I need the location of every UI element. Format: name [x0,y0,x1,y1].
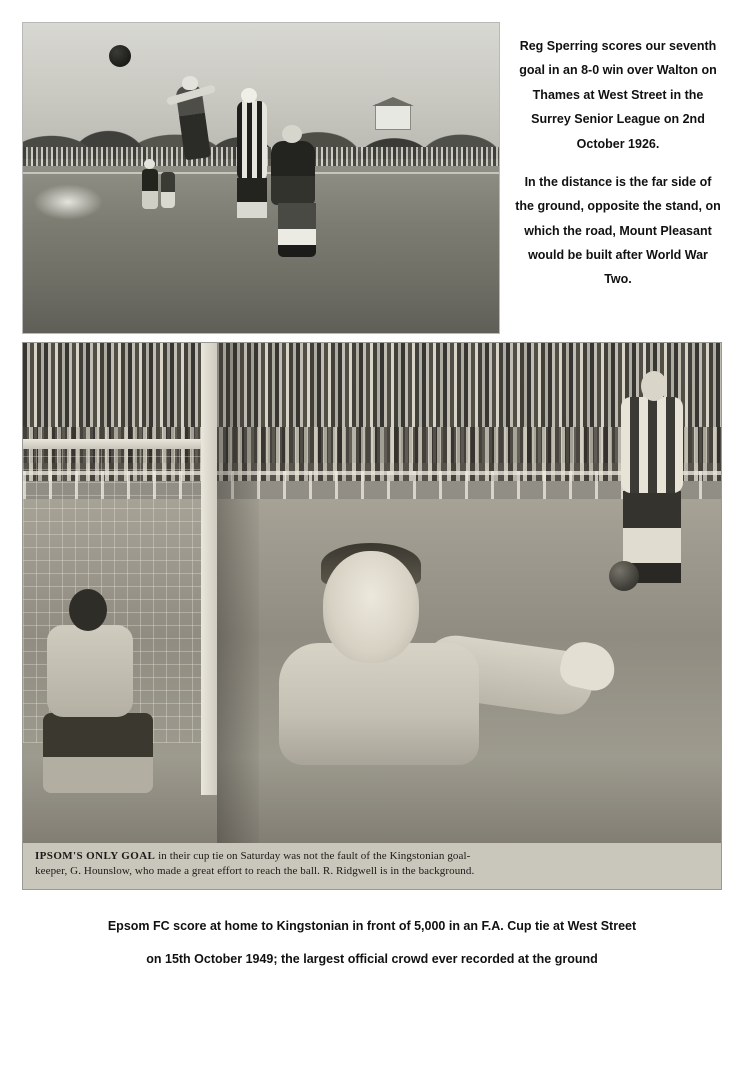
player-legs [278,203,316,257]
top-caption-paragraph-1: Reg Sperring scores our seventh goal in an 8-0 win over Walton on Thames at West Street in the Surrey Senior League on 2nd October 1926. [519,39,717,151]
player-figure [161,172,175,208]
photo-haze [33,184,103,220]
player-head [641,371,667,401]
newsprint-line-1 [35,849,709,864]
player-figure [271,141,315,205]
clipping-newsprint-caption [23,843,721,889]
bottom-caption-line-2: on 15th October 1949; the largest official crowd ever recorded at the ground [146,951,598,966]
bottom-caption [22,910,722,975]
clipping-shadow-band [217,343,259,843]
clipping-photo [23,343,721,843]
photo-1949-clipping [22,342,722,890]
top-caption-paragraph-2: In the distance is the far side of the ground, opposite the stand, on which the road, Mount Pleasant would be built after World War Two. [515,174,721,287]
football-icon [109,45,131,67]
top-caption [514,34,722,292]
top-section [22,22,722,334]
newsprint-line-1-text: in their cup tie on Saturday was not the fault of the Kingstonian goal- [155,850,471,862]
player-figure [47,625,133,717]
player-figure [621,397,683,493]
newsprint-lead: IPSOM'S ONLY GOAL [35,850,156,862]
newsprint-line-2: keeper, G. Hounslow, who made a great effort to reach the ball. R. Ridgwell is in the background. [35,864,475,877]
player-legs [237,178,267,218]
player-head [69,589,107,631]
player-legs [43,713,153,793]
photo-1926-match [22,22,500,334]
player-figure [142,169,158,209]
football-icon [609,561,639,591]
bottom-caption-line-1: Epsom FC score at home to Kingstonian in front of 5,000 in an F.A. Cup tie at West Street [107,919,637,933]
photo-house [375,104,411,130]
goal-crossbar [23,439,213,449]
player-figure [237,101,267,181]
goal-post [201,343,217,795]
goalkeeper-head [323,551,419,663]
player-head [241,88,257,103]
player-head [182,76,198,90]
